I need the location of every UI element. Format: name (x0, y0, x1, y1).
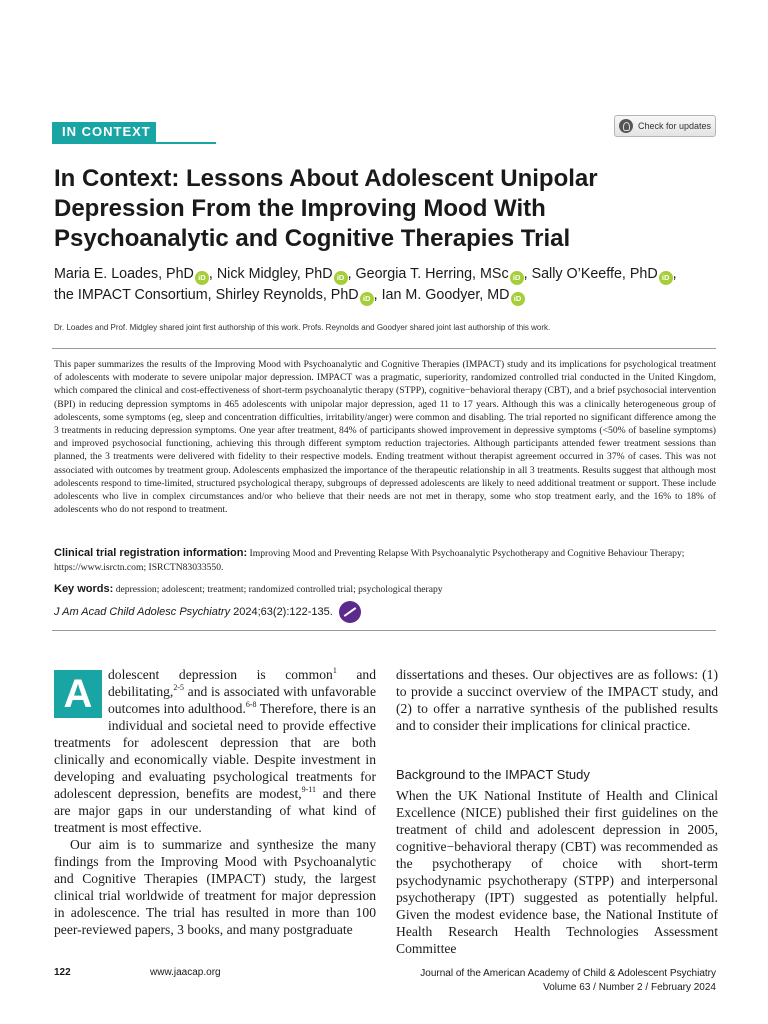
paragraph: dissertations and theses. Our objectives are as follows: (1) to provide a succinct overview of the IMPACT study, and (2) to offer a narrative synthesis of the published results and to consider their implications for clinical practice. (396, 667, 718, 733)
journal-website-link[interactable]: www.jaacap.org (150, 967, 221, 978)
author-name[interactable]: Georgia T. Herring, MSc (355, 266, 509, 282)
section-tag (52, 122, 164, 144)
paragraph: When the UK National Institute of Health and Clinical Excellence (NICE) published their first guidelines on the treatment of child and adolescent depression in 2005, cognitive−behavioral therapy (CBT) was recommended as the psychotherapy of choice with short-term psychodynamic psychotherapy (STPP) and interpersonal psychotherapy (IPT) suggested as potentially helpful. Given the modest evidence base, the National Institute of Health Research Health Technologies Assessment Committee (396, 788, 718, 956)
keywords (54, 582, 716, 597)
crossmark-icon (619, 119, 633, 133)
section-tag-rule (52, 142, 216, 144)
author-name[interactable]: the IMPACT Consortium (54, 287, 208, 303)
authorship-note: Dr. Loades and Prof. Midgley shared joint first authorship of this work. Profs. Reynolds and Goodyer shared joint last authorship of this work. (54, 323, 551, 332)
orcid-icon[interactable]: iD (511, 292, 525, 306)
registration-text: Improving Mood and Preventing Relapse With Psychoanalytic Psychotherapy and Cognitive Behaviour Therapy; https://www.isrctn.com; ISRCTN83033550. (54, 548, 685, 573)
journal-name: Journal of the American Academy of Child & Adolescent Psychiatry (420, 968, 716, 979)
keywords-text: depression; adolescent; treatment; randomized controlled trial; psychological therapy (115, 584, 443, 595)
open-access-icon[interactable] (339, 601, 361, 623)
title-line-2: Depression From the Improving Mood With (54, 195, 546, 222)
orcid-icon[interactable]: iD (334, 271, 348, 285)
trial-registration (54, 546, 716, 575)
check-for-updates-label: Check for updates (638, 121, 712, 131)
body-column-left (54, 666, 376, 938)
author-name[interactable]: Ian M. Goodyer, MD (381, 287, 510, 303)
journal-issue: Volume 63 / Number 2 / February 2024 (543, 982, 716, 993)
abstract: This paper summarizes the results of the Improving Mood with Psychoanalytic and Cognitive Therapies (IMPACT) study and its implications for psychological treatment of adolescents with moderate to severe unipolar major depression. IMPACT was a pragmatic, superiority, randomized controlled trial conducted in the United Kingdom, which compared the clinical and cost-effectiveness of short-term psychoanalytic therapy (STPP), cognitive−behavioral therapy (CBT), and a brief psychosocial intervention (BPI) in reducing depression symptoms in 465 adolescents with unipolar major depression, aged 11 to 17 years. Although this was a clinically heterogeneous group of adolescents, some symptoms (eg, sleep and concentration difficulties, irritability/anger) were common and disabling. The trial reported no significant difference among the 3 treatments in reducing depression symptoms. One year after treatment, 84% of participants showed improvement in depressive symptoms (<50% of baseline symptoms) and improved psychosocial functioning, achieving this through different symptom reduction trajectories. Although participants attended fewer treatment sessions than planned, the 3 treatments were delivered with fidelity to their respective models. Ending treatment without therapist agreement occurred in 37% of cases. This was not associated with outcomes by treatment group. Adolescents emphasized the importance of the therapeutic relationship in all 3 treatments. Results suggest that although most adolescents respond to time-limited, structured psychological therapy, subgroups of depressed adolescents are likely to need additional treatment or support. These include adolescents who live in complex circumstances and/or who believe that their needs are not met in therapy, some who stop treatment early, and the 16% to 18% of adolescents who do not respond to treatment. (54, 359, 716, 516)
abstract-bottom-rule (52, 630, 716, 631)
citation-journal: J Am Acad Child Adolesc Psychiatry (54, 606, 231, 618)
article-title (54, 164, 674, 254)
registration-label: Clinical trial registration information: (54, 547, 248, 559)
citation-ref[interactable]: 1 (332, 666, 337, 675)
citation-ref[interactable]: 9-11 (301, 785, 316, 794)
paragraph: A dolescent depression is common$^1$ and debilitating,$^{2-5}$ and is associated with unfavorable outcomes into adulthood.$^{6-8}$ Therefore, there is an individual and societal need to provide effective treatments for adolescent depression that are both clinically and economically viable. Despite investment in developing and evaluating psychological treatments for adolescent depression, benefits are modest,$^{9-11}$ and there are major gaps in our understanding of what kind of treatment is most effective. (54, 666, 377, 835)
citation-detail: 2024;63(2):122-135. (233, 606, 333, 618)
author-name[interactable]: Shirley Reynolds, PhD (215, 287, 359, 303)
orcid-icon[interactable]: iD (360, 292, 374, 306)
section-tag-label: IN CONTEXT (52, 122, 156, 142)
abstract-top-rule (52, 348, 716, 349)
author-name[interactable]: Nick Midgley, PhD (216, 266, 333, 282)
orcid-icon[interactable]: iD (195, 271, 209, 285)
citation-ref[interactable]: 6-8 (245, 700, 257, 709)
journal-info (380, 967, 716, 995)
check-for-updates-button[interactable] (614, 115, 716, 137)
citation-ref[interactable]: 2-5 (173, 683, 184, 692)
orcid-icon[interactable]: iD (510, 271, 524, 285)
author-name[interactable]: Sally O’Keeffe, PhD (531, 266, 658, 282)
citation (54, 601, 454, 623)
orcid-icon[interactable]: iD (659, 271, 673, 285)
author-list: Maria E. Loades, PhD iD , Nick Midgley, PhD iD , Georgia T. Herring, MSc iD , Sally O’Keeffe, PhD iD , the IMPACT Consortium, Shirley Reynolds, PhD iD , Ian M. Goodyer, MD iD (54, 264, 724, 306)
keywords-label: Key words: (54, 583, 114, 595)
paragraph: Our aim is to summarize and synthesize the many findings from the Improving Mood with Psychoanalytic and Cognitive Therapies (IMPACT) study, the largest clinical trial worldwide of treatment for major depression in adolescence. The trial has resulted in more than 100 peer-reviewed papers, 3 books, and many postgraduate (54, 837, 376, 937)
author-name[interactable]: Maria E. Loades, PhD (54, 266, 194, 282)
section-heading: Background to the IMPACT Study (396, 767, 590, 782)
title-line-3: Psychoanalytic and Cognitive Therapies Trial (54, 225, 571, 252)
drop-cap: A (54, 670, 102, 718)
title-line-1: In Context: Lessons About Adolescent Unipolar (54, 165, 598, 192)
body-column-right (396, 666, 718, 957)
page-number: 122 (54, 967, 71, 978)
